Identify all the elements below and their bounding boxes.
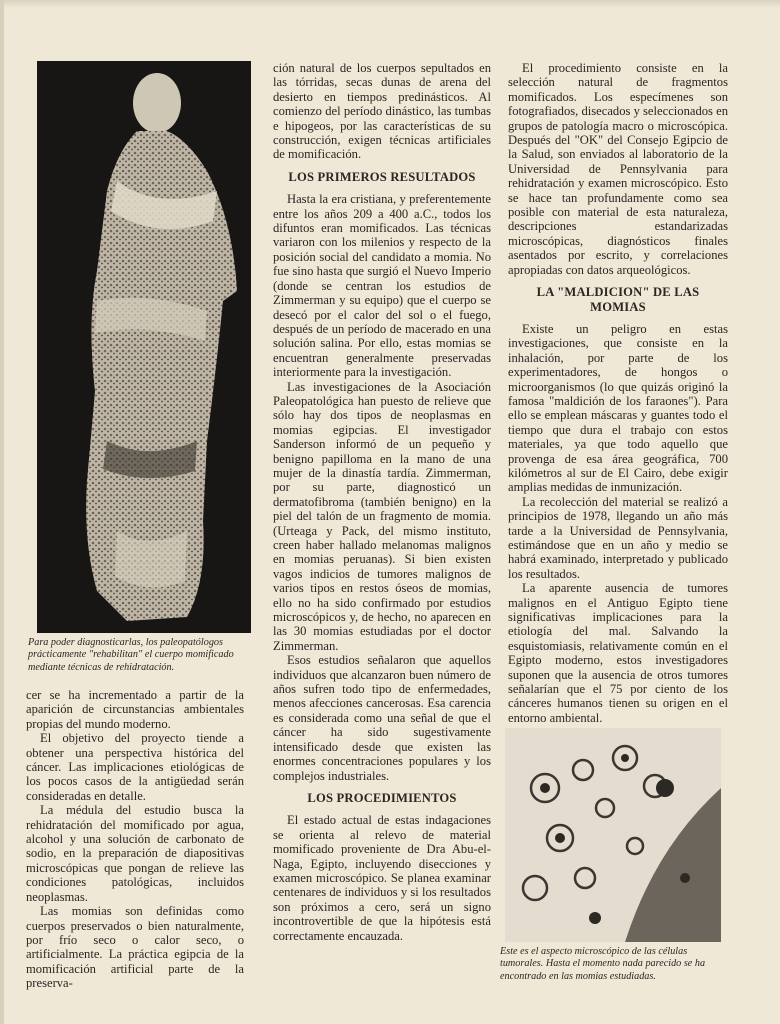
paragraph: El objetivo del proyecto tiende a obtener una perspectiva histórica del cáncer. Las implicaciones etiológicas de los pocos casos de la antigüedad serán consideradas en detalle. bbox=[26, 731, 244, 803]
paragraph: ción natural de los cuerpos sepultados en las tórridas, secas dunas de arena del desierto en tiempos predinásticos. Al comienzo del período dinástico, las tumbas e hipogeos, por las características de su construcción, exigen técnicas artificiales de momificación. bbox=[273, 61, 491, 162]
paragraph: La aparente ausencia de tumores malignos en el Antiguo Egipto tiene significativas implicaciones para la etiología del mal. Salvando la esquistomiasis, relativamente común en el Egipto moderno, estos investigadores suponen que la ausencia de otros tumores señalarían que el 75 por ciento de los cánceres humanos tienen su origen en el entorno ambiental. bbox=[508, 581, 728, 725]
paragraph: Esos estudios señalaron que aquellos individuos que alcanzaron buen número de años sufren todo tipo de enfermedades, menos afecciones cancerosas. Esa carencia es considerada como una señal de que el cáncer ha sido sugestivamente intensificado desde que existen las enormes concentraciones populares y los complejos industriales. bbox=[273, 653, 491, 783]
paragraph: Las momias son definidas como cuerpos preservados o bien naturalmente, por frío seco o calor seco, o artificialmente. La práctica egipcia de la momificación artificial parte de la preserva- bbox=[26, 904, 244, 991]
paragraph: Hasta la era cristiana, y preferentemente entre los años 209 a 400 a.C., todos los difuntos eran momificados. Las técnicas variaron con los milenios y respecto de la posición social del candidato a momia. No fue sino hasta que surgió el Nuevo Imperio (donde se centran los estudios de Zimmerman y su equipo) que el cuerpo se desecó por el calor del sol o el fuego, después de un período de macerado en una solución salina. Por ello, estas momias se encuentran generalmente preservadas interiormente para la investigación. bbox=[273, 192, 491, 380]
page-edge bbox=[0, 0, 780, 8]
paragraph: La médula del estudio busca la rehidratación del momificado por agua, alcohol y una solución de carbonato de sodio, en la preparación de diapositivas microscópicas que pongan de relieve las condiciones patológicas, incluidos neoplasmas. bbox=[26, 803, 244, 904]
tumor-cells-image bbox=[505, 728, 721, 942]
paragraph: Existe un peligro en estas investigaciones, que consiste en la inhalación, por parte de los experimentadores, de hongos o microorganismos (lo que quizás originó la famosa "maldición de los faraones"). Para ello se emplean máscaras y guantes todo el tiempo que dura el trabajo con estos materiales, ya que todo aquello que provenga de esa área geográfica, 700 kilómetros al sur de El Cairo, debe exigir amplias medidas de inmunización. bbox=[508, 321, 728, 495]
microscopy-photo-caption: Este es el aspecto microscópico de las células tumorales. Hasta el momento nada parecido se ha encontrado en las momias estudiadas. bbox=[500, 946, 706, 982]
mummy-figure-image bbox=[37, 61, 251, 633]
page-edge-left bbox=[0, 0, 4, 1024]
paragraph: El estado actual de estas indagaciones se orienta al relevo de material momificado proveniente de Dra Abu-el-Naga, Egipto, incluyendo disecciones y examen microscópico. Se planea examinar centenares de individuos y si los resultados son próximos a cero, será un signo incontrovertible de que la hipótesis está correctamente encauzada. bbox=[273, 813, 491, 943]
column-right bbox=[508, 61, 728, 725]
microscopy-photo bbox=[505, 728, 721, 942]
paragraph: Las investigaciones de la Asociación Paleopatológica han puesto de relieve que sólo hay dos tipos de neoplasmas en momias egipcias. El investigador Sanderson informó de un pequeño y benigno papilloma en la mano de una mujer de la dinastía tardía. Zimmerman, por su parte, diagnosticó un dermatofibroma (también benigno) en la piel del talón de un fragmento de momia. (Urteaga y Pack, del mismo instituto, creen haber hallado melanomas malignos en momias peruanas). Si bien existen vagos indicios de tumores malignos de varios tipos en restos óseos de momias, ello no ha sido confirmado por estudios microscópicos y, de hecho, no aparecen en las 30 momias estudiadas por el doctor Zimmerman. bbox=[273, 379, 491, 653]
column-left bbox=[26, 688, 244, 991]
column-middle bbox=[273, 61, 491, 943]
section-heading: LA "MALDICION" DE LAS MOMIAS bbox=[536, 285, 700, 314]
section-heading: LOS PRIMEROS RESULTADOS bbox=[288, 169, 476, 184]
paragraph: El procedimiento consiste en la selección natural de fragmentos momificados. Los especímenes son fotografiados, disecados y seleccionados en grupos de patología macro o microscópica. Después del "OK" del Consejo Egipcio de la Salud, son enviados al laboratorio de la Universidad de Pennsylvania para rehidratación y examen microscópico. Esto se hace tan profundamente como sea posible con material de esta naturaleza, descripciones estandarizadas microscópicas, diagnósticos finales asentados por escrito, y correlaciones apropiadas con datos arqueológicos. bbox=[508, 61, 728, 277]
mummy-photo bbox=[37, 61, 251, 633]
section-heading: LOS PROCEDIMIENTOS bbox=[307, 790, 457, 805]
mummy-photo-caption: Para poder diagnosticarlas, los paleopatólogos prácticamente "rehabilitan" el cuerpo momificado mediante técnicas de rehidratación. bbox=[28, 637, 234, 673]
paragraph: La recolección del material se realizó a principios de 1978, llegando un año más tarde a la Universidad de Pennsylvania, estimándose que en un año y medio se habrá examinado, interpretado y publicado los resultados. bbox=[508, 494, 728, 581]
paragraph: cer se ha incrementado a partir de la aparición de circunstancias ambientales propias del mundo moderno. bbox=[26, 688, 244, 731]
